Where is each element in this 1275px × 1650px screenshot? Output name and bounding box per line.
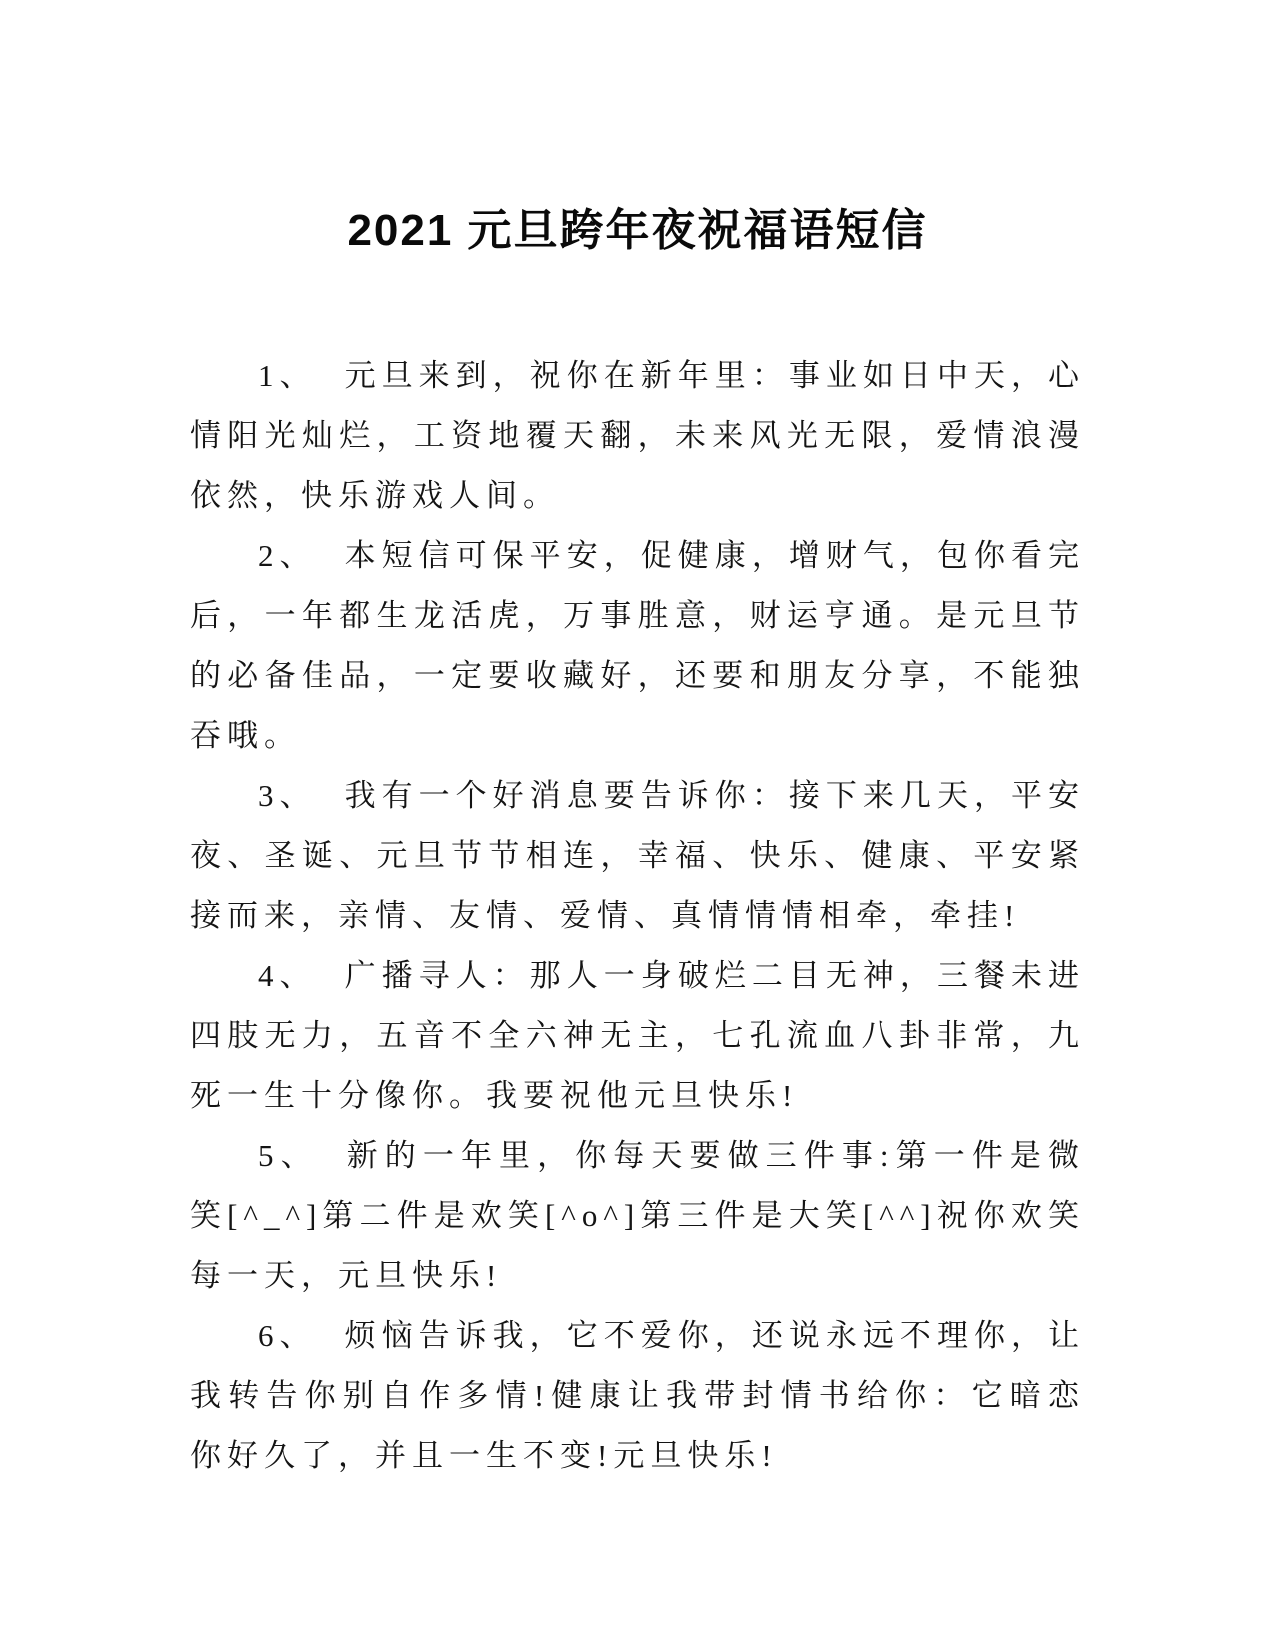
paragraph-1 (190, 346, 1085, 526)
paragraph-number: 1、 (258, 358, 317, 393)
paragraph-text: 元旦来到，祝你在新年里：事业如日中天，心情阳光灿烂，工资地覆天翻，未来风光无限，爱情浪漫依然，快乐游戏人间。 (190, 358, 1086, 513)
page-title: 2021 元旦跨年夜祝福语短信 (347, 206, 928, 255)
paragraph-text: 本短信可保平安，促健康，增财气，包你看完后，一年都生龙活虎，万事胜意，财运亨通。是元旦节的必备佳品，一定要收藏好，还要和朋友分享，不能独吞哦。 (190, 538, 1086, 753)
document-body (190, 346, 1085, 1486)
paragraph-5 (190, 1126, 1085, 1306)
paragraph-number: 4、 (258, 958, 317, 993)
paragraph-text: 广播寻人：那人一身破烂二目无神，三餐未进四肢无力，五音不全六神无主，七孔流血八卦非常，九死一生十分像你。我要祝他元旦快乐! (190, 958, 1086, 1113)
paragraph-text: 我有一个好消息要告诉你：接下来几天，平安夜、圣诞、元旦节节相连，幸福、快乐、健康、平安紧接而来，亲情、友情、爱情、真情情情相牵，牵挂! (190, 778, 1086, 933)
paragraph-4 (190, 946, 1085, 1126)
paragraph-text: 烦恼告诉我，它不爱你，还说永远不理你，让我转告你别自作多情!健康让我带封情书给你：它暗恋你好久了，并且一生不变!元旦快乐! (190, 1318, 1086, 1473)
paragraph-6 (190, 1306, 1085, 1486)
paragraph-number: 5、 (258, 1138, 319, 1173)
paragraph-text: 新的一年里，你每天要做三件事:第一件是微笑[^_^]第二件是欢笑[^o^]第三件是大笑[^^]祝你欢笑每一天，元旦快乐! (190, 1138, 1085, 1293)
paragraph-number: 6、 (258, 1318, 317, 1353)
paragraph-number: 2、 (258, 538, 317, 573)
paragraph-2 (190, 526, 1085, 766)
paragraph-3 (190, 766, 1085, 946)
paragraph-number: 3、 (258, 778, 317, 813)
